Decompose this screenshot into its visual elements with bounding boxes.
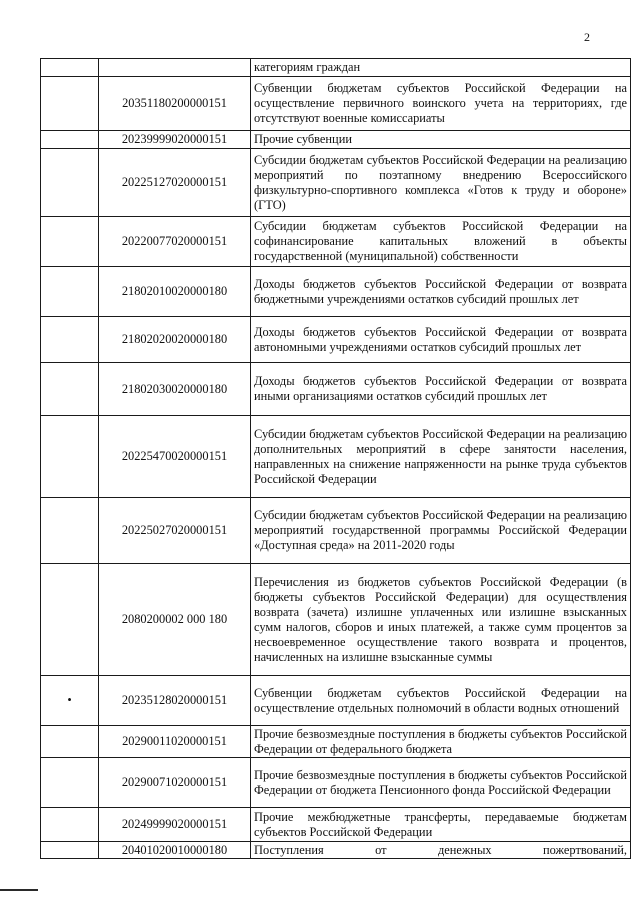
- table-row: [41, 267, 631, 317]
- income-description: Субсидии бюджетам субъектов Российской Федерации на реализацию дополнительных мероприятий в сфере занятости населения, направленных на снижение напряженности на рынке труда субъектов Российской Федерации: [251, 416, 631, 498]
- row-mark: [41, 416, 99, 498]
- budget-code: 20239999020000151: [99, 131, 251, 149]
- income-description: Перечисления из бюджетов субъектов Российской Федерации (в бюджеты субъектов Российской Федерации) для осуществления возврата (зачета) излишне уплаченных или излишне взысканных сумм налогов, сборов и иных платежей, а также сумм процентов за несвоевременное осуществление такого возврата и процентов, начисленных на излишне взысканные суммы: [251, 564, 631, 676]
- budget-code: 20225127020000151: [99, 149, 251, 217]
- row-mark: [41, 808, 99, 842]
- budget-code: 20220077020000151: [99, 217, 251, 267]
- row-mark: [41, 726, 99, 758]
- budget-code: 20249999020000151: [99, 808, 251, 842]
- table-row: [41, 77, 631, 131]
- budget-classification-table: [40, 58, 631, 859]
- table-row: [41, 149, 631, 217]
- income-description: Субсидии бюджетам субъектов Российской Федерации на реализацию мероприятий по поэтапному внедрению Всероссийского физкультурно-спортивного комплекса «Готов к труду и обороне» (ГТО): [251, 149, 631, 217]
- table-row: [41, 564, 631, 676]
- table-row: [41, 808, 631, 842]
- scan-edge-mark: [0, 889, 38, 891]
- budget-code: 20225027020000151: [99, 498, 251, 564]
- income-description: Поступления от денежных пожертвований,: [251, 842, 631, 859]
- income-description: Доходы бюджетов субъектов Российской Федерации от возврата иными организациями остатков субсидий прошлых лет: [251, 363, 631, 416]
- income-description: Доходы бюджетов субъектов Российской Федерации от возврата автономными учреждениями остатков субсидий прошлых лет: [251, 317, 631, 363]
- income-description: категориям граждан: [251, 59, 631, 77]
- row-mark: [41, 363, 99, 416]
- row-mark: [41, 77, 99, 131]
- row-mark: [41, 758, 99, 808]
- income-description: Прочие безвозмездные поступления в бюджеты субъектов Российской Федерации от бюджета Пенсионного фонда Российской Федерации: [251, 758, 631, 808]
- income-description: Субсидии бюджетам субъектов Российской Федерации на софинансирование капитальных вложений в объекты государственной (муниципальной) собственности: [251, 217, 631, 267]
- budget-code: 21802010020000180: [99, 267, 251, 317]
- row-mark: [41, 217, 99, 267]
- income-description: Прочие субвенции: [251, 131, 631, 149]
- budget-code: 20290071020000151: [99, 758, 251, 808]
- row-mark: [41, 131, 99, 149]
- budget-code: 20351180200000151: [99, 77, 251, 131]
- row-mark: [41, 498, 99, 564]
- table-row: [41, 498, 631, 564]
- income-description: Доходы бюджетов субъектов Российской Федерации от возврата бюджетными учреждениями остатков субсидий прошлых лет: [251, 267, 631, 317]
- page-number: 2: [584, 30, 590, 44]
- table-row: [41, 676, 631, 726]
- row-mark: [41, 564, 99, 676]
- table-row: [41, 842, 631, 859]
- budget-code: 20225470020000151: [99, 416, 251, 498]
- row-mark: [41, 149, 99, 217]
- budget-code: 20235128020000151: [99, 676, 251, 726]
- table-row: [41, 416, 631, 498]
- table-row: [41, 317, 631, 363]
- row-mark: •: [41, 676, 99, 726]
- row-mark: [41, 842, 99, 859]
- table-row: [41, 758, 631, 808]
- income-description: Субвенции бюджетам субъектов Российской Федерации на осуществление отдельных полномочий в области водных отношений: [251, 676, 631, 726]
- table-row: [41, 363, 631, 416]
- budget-code: 20401020010000180: [99, 842, 251, 859]
- income-description: Субсидии бюджетам субъектов Российской Федерации на реализацию мероприятий государственной программы Российской Федерации «Доступная среда» на 2011-2020 годы: [251, 498, 631, 564]
- row-mark: [41, 267, 99, 317]
- budget-code: 21802020020000180: [99, 317, 251, 363]
- table-row: [41, 726, 631, 758]
- income-description: Субвенции бюджетам субъектов Российской Федерации на осуществление первичного воинского учета на территориях, где отсутствуют военные комиссариаты: [251, 77, 631, 131]
- table-row: [41, 59, 631, 77]
- row-mark: [41, 317, 99, 363]
- row-mark: [41, 59, 99, 77]
- table-row: [41, 131, 631, 149]
- income-description: Прочие межбюджетные трансферты, передаваемые бюджетам субъектов Российской Федерации: [251, 808, 631, 842]
- budget-code: 2080200002 000 180: [99, 564, 251, 676]
- budget-code: 21802030020000180: [99, 363, 251, 416]
- budget-code: 20290011020000151: [99, 726, 251, 758]
- budget-code: [99, 59, 251, 77]
- table-row: [41, 217, 631, 267]
- income-description: Прочие безвозмездные поступления в бюджеты субъектов Российской Федерации от федерального бюджета: [251, 726, 631, 758]
